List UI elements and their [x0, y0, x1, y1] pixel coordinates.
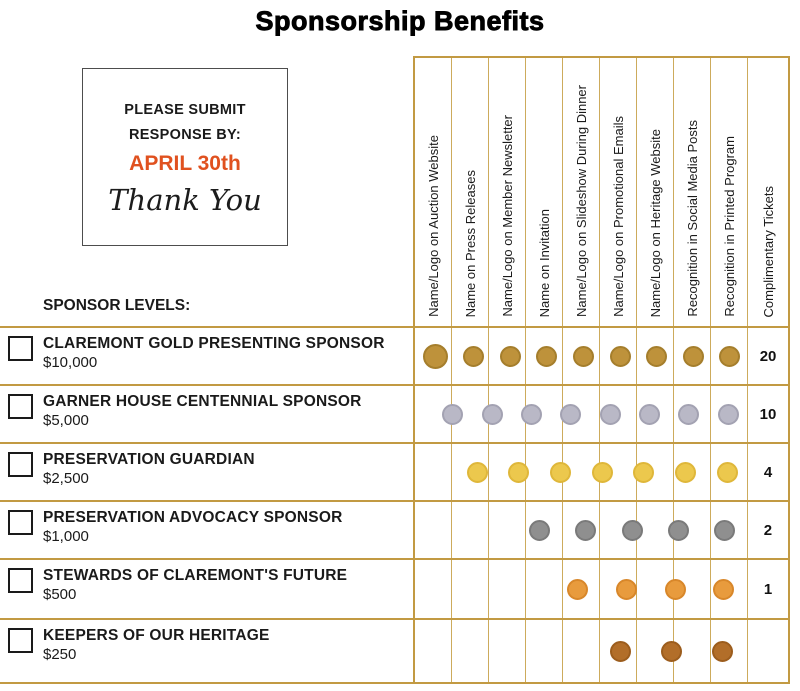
benefit-dot — [661, 641, 682, 662]
benefit-cell — [581, 444, 623, 500]
benefit-dot — [508, 462, 529, 483]
benefit-cell — [529, 328, 566, 384]
column-header — [563, 58, 600, 324]
sponsor-amount: $500 — [43, 586, 77, 603]
submit-line-2: RESPONSE BY: — [128, 126, 242, 143]
benefit-dot — [616, 579, 637, 600]
benefit-dot — [675, 462, 696, 483]
sponsor-row — [0, 384, 790, 442]
benefit-cell — [706, 444, 748, 500]
benefit-cell — [491, 502, 516, 558]
sponsor-label-block — [43, 451, 255, 487]
benefit-dot — [529, 520, 550, 541]
column-header — [452, 58, 489, 324]
benefit-cell — [445, 620, 475, 682]
benefit-dot — [633, 462, 654, 483]
sponsor-row — [0, 500, 790, 558]
benefit-dot — [423, 344, 448, 369]
benefits-header-row — [415, 58, 788, 324]
benefit-dot — [639, 404, 660, 425]
sponsor-amount: $1,000 — [43, 528, 89, 545]
benefit-dot — [442, 404, 463, 425]
column-header — [600, 58, 637, 324]
benefit-cell — [498, 560, 526, 618]
benefit-cell — [456, 444, 498, 500]
page-title: Sponsorship Benefits — [255, 6, 545, 36]
sponsor-name: CLAREMONT GOLD PRESENTING SPONSOR — [43, 335, 385, 352]
benefit-cell — [563, 502, 609, 558]
tickets-count: 4 — [763, 463, 773, 481]
column-header-label: Name on Invitation — [537, 208, 552, 317]
benefit-dot — [482, 404, 503, 425]
sponsor-name: PRESERVATION ADVOCACY SPONSOR — [43, 509, 343, 526]
benefit-dot — [500, 346, 521, 367]
sponsor-name: GARNER HOUSE CENTENNIAL SPONSOR — [43, 393, 362, 410]
column-header — [526, 58, 563, 324]
benefit-dot — [463, 346, 484, 367]
tickets-cell — [748, 560, 788, 618]
benefit-cell — [475, 620, 505, 682]
sponsor-amount: $10,000 — [43, 354, 98, 371]
benefit-dot — [610, 346, 631, 367]
submit-deadline: APRIL 30th — [129, 151, 241, 175]
sponsor-name: STEWARDS OF CLAREMONT'S FUTURE — [43, 567, 348, 584]
benefit-cell — [473, 386, 512, 442]
benefit-cell — [443, 560, 471, 618]
benefit-cell — [712, 328, 749, 384]
benefit-dot — [683, 346, 704, 367]
benefit-cell — [565, 620, 595, 682]
column-header — [748, 58, 788, 324]
benefit-cells — [415, 502, 788, 558]
tickets-count: 1 — [763, 580, 773, 598]
benefit-cell — [466, 502, 491, 558]
sponsor-name: PRESERVATION GUARDIAN — [43, 451, 255, 468]
benefit-cell — [505, 620, 535, 682]
benefit-dot — [646, 346, 667, 367]
sponsor-amount: $2,500 — [43, 470, 89, 487]
benefit-cell — [415, 444, 436, 500]
benefit-cell — [498, 444, 540, 500]
sponsor-row — [0, 442, 790, 500]
benefit-cells — [415, 620, 788, 682]
tickets-cell — [748, 444, 788, 500]
benefit-dot — [592, 462, 613, 483]
sponsor-amount: $5,000 — [43, 412, 89, 429]
benefit-dot — [713, 579, 734, 600]
submit-reminder-box — [82, 68, 288, 246]
benefit-cells — [415, 444, 788, 500]
benefit-cell — [675, 328, 712, 384]
benefit-cell — [415, 560, 443, 618]
benefit-dot — [622, 520, 643, 541]
benefit-cell — [440, 502, 465, 558]
benefit-dot — [665, 579, 686, 600]
benefit-dot — [712, 641, 733, 662]
tickets-cell — [748, 502, 788, 558]
benefit-cell — [630, 386, 669, 442]
benefit-cell — [415, 620, 445, 682]
column-header-label: Name/Logo on Promotional Emails — [611, 116, 626, 317]
benefit-dot — [575, 520, 596, 541]
benefit-cell — [702, 502, 748, 558]
benefit-dot — [567, 579, 588, 600]
sponsor-checkbox[interactable] — [8, 568, 33, 593]
benefit-cell — [535, 620, 565, 682]
sponsor-amount: $250 — [43, 646, 77, 663]
benefit-dot — [668, 520, 689, 541]
benefit-cell — [415, 328, 456, 384]
benefit-cell — [551, 386, 590, 442]
sponsor-levels-heading: SPONSOR LEVELS: — [43, 297, 191, 314]
benefit-cell — [669, 386, 708, 442]
benefit-cell — [655, 502, 701, 558]
benefit-cell — [623, 444, 665, 500]
benefit-cell — [699, 560, 748, 618]
benefit-cell — [415, 502, 440, 558]
benefit-cell — [609, 502, 655, 558]
tickets-cell — [748, 328, 788, 384]
benefit-dot — [467, 462, 488, 483]
sponsor-label-block — [43, 627, 270, 663]
sponsor-checkbox[interactable] — [8, 628, 33, 653]
benefit-dot — [560, 404, 581, 425]
benefit-cell — [591, 386, 630, 442]
benefit-cell — [492, 328, 529, 384]
sponsor-label-block — [43, 335, 385, 371]
benefit-dot — [600, 404, 621, 425]
sponsor-row — [0, 326, 790, 384]
column-header-label: Name/Logo on Member Newsletter — [500, 115, 515, 317]
tickets-cell — [748, 620, 788, 682]
sponsor-checkbox[interactable] — [8, 452, 33, 477]
benefit-cell — [602, 560, 651, 618]
column-header-label: Name/Logo on Slideshow During Dinner — [574, 85, 589, 317]
benefit-cell — [565, 328, 602, 384]
benefit-cell — [646, 620, 697, 682]
tickets-count: 2 — [763, 521, 773, 539]
benefit-cell — [436, 444, 457, 500]
benefit-cell — [638, 328, 675, 384]
benefit-cell — [595, 620, 646, 682]
benefit-cell — [540, 444, 582, 500]
column-header-label: Name/Logo on Auction Website — [426, 135, 441, 317]
column-header-label: Recognition in Printed Program — [722, 136, 737, 317]
column-header — [711, 58, 748, 324]
benefit-dot — [719, 346, 740, 367]
sponsor-row — [0, 558, 790, 618]
benefit-cell — [516, 502, 562, 558]
benefit-cell — [526, 560, 554, 618]
benefit-cell — [665, 444, 707, 500]
benefit-cells — [415, 328, 788, 384]
sponsor-row — [0, 618, 790, 684]
benefit-dot — [573, 346, 594, 367]
benefit-cell — [470, 560, 498, 618]
benefit-cell — [602, 328, 639, 384]
column-header — [637, 58, 674, 324]
column-header-label: Recognition in Social Media Posts — [685, 120, 700, 317]
tickets-count: 20 — [759, 347, 777, 365]
benefit-cell — [651, 560, 700, 618]
benefit-dot — [717, 462, 738, 483]
benefit-cell — [512, 386, 551, 442]
benefit-cells — [415, 560, 788, 618]
sponsor-checkbox[interactable] — [8, 394, 33, 419]
tickets-count: 10 — [759, 405, 777, 423]
submit-line-1: PLEASE SUBMIT — [124, 101, 246, 118]
benefit-dot — [718, 404, 739, 425]
benefit-dot — [550, 462, 571, 483]
column-header-label: Complimentary Tickets — [760, 185, 776, 317]
column-header-label: Name on Press Releases — [463, 169, 478, 317]
benefit-dot — [521, 404, 542, 425]
benefit-cell — [415, 386, 433, 442]
benefit-dot — [678, 404, 699, 425]
column-header-label: Name/Logo on Heritage Website — [648, 128, 663, 317]
benefit-cell — [709, 386, 748, 442]
benefit-cell — [433, 386, 472, 442]
benefit-cell — [456, 328, 493, 384]
sponsor-name: KEEPERS OF OUR HERITAGE — [43, 627, 270, 644]
benefit-dot — [536, 346, 557, 367]
benefit-cell — [553, 560, 602, 618]
column-header — [489, 58, 526, 324]
sponsor-label-block — [43, 393, 362, 429]
benefit-cells — [415, 386, 788, 442]
column-header — [674, 58, 711, 324]
sponsor-checkbox[interactable] — [8, 336, 33, 361]
tickets-cell — [748, 386, 788, 442]
sponsor-label-block — [43, 567, 347, 603]
column-header — [415, 58, 452, 324]
benefit-cell — [697, 620, 748, 682]
benefit-dot — [714, 520, 735, 541]
sponsor-checkbox[interactable] — [8, 510, 33, 535]
thank-you-script: Thank You — [108, 182, 262, 217]
benefit-dot — [610, 641, 631, 662]
sponsor-label-block — [43, 509, 343, 545]
